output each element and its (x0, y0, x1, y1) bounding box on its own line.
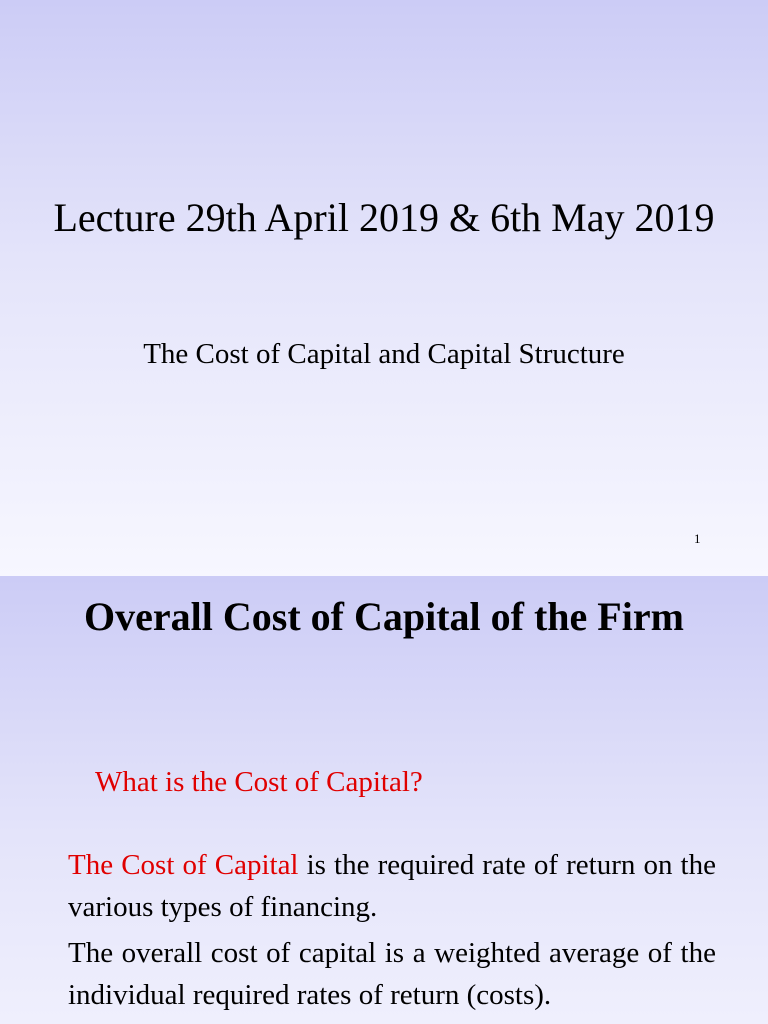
slide-number: 1 (694, 531, 701, 546)
slide-2 (0, 576, 768, 1024)
overall-cost-paragraph: The overall cost of capital is a weighted average of the individual required rates of return (costs). (68, 937, 716, 1011)
question-heading: What is the Cost of Capital? (95, 766, 423, 798)
slide-title: Overall Cost of Capital of the Firm (84, 594, 684, 639)
slide-subtitle: The Cost of Capital and Capital Structure (143, 338, 625, 370)
highlighted-term: The Cost of Capital (68, 849, 299, 881)
definition-paragraph (68, 844, 716, 928)
slide-title: Lecture 29th April 2019 & 6th May 2019 (53, 195, 715, 240)
definition-text: is the required rate of return on the various types of financing. (68, 849, 716, 923)
